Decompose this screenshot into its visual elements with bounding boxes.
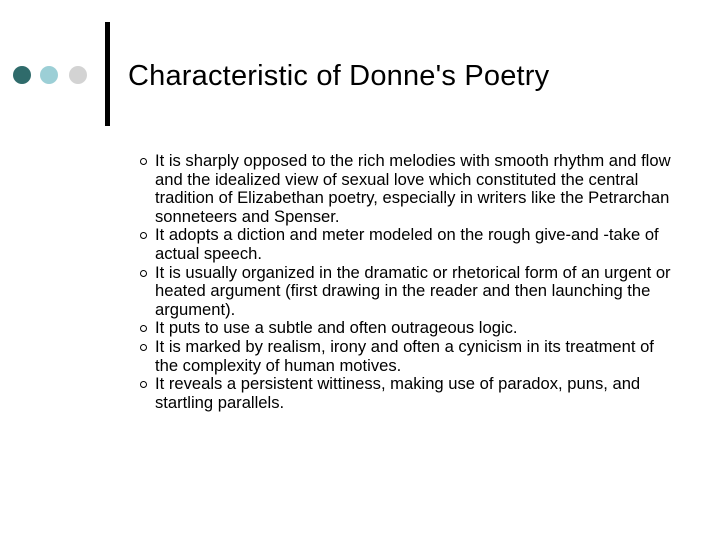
hollow-circle-bullet-icon — [140, 325, 147, 332]
decorative-dot-light-blue — [40, 66, 58, 84]
decorative-dot-gray — [69, 66, 87, 84]
hollow-circle-bullet-icon — [140, 381, 147, 388]
bullet-item — [142, 264, 672, 320]
bullet-text: It is sharply opposed to the rich melodies with smooth rhythm and flow and the idealized view of sexual love which constituted the central tradition of Elizabethan poetry, especially in writers like the Petrarchan sonneteers and Spenser. — [155, 151, 671, 226]
bullet-list — [142, 152, 672, 412]
bullet-item — [142, 375, 672, 412]
bullet-text: It reveals a persistent wittiness, making use of paradox, puns, and startling parallels. — [155, 374, 641, 412]
bullet-item — [142, 319, 672, 338]
decorative-dot-dark-teal — [13, 66, 31, 84]
bullet-text: It is usually organized in the dramatic or rhetorical form of an urgent or heated argument (first drawing in the reader and then launching the argument). — [155, 262, 671, 319]
slide-title: Characteristic of Donne's Poetry — [128, 60, 550, 92]
hollow-circle-bullet-icon — [140, 270, 147, 277]
hollow-circle-bullet-icon — [140, 158, 147, 165]
hollow-circle-bullet-icon — [140, 344, 147, 351]
title-divider — [105, 22, 110, 126]
hollow-circle-bullet-icon — [140, 232, 147, 239]
bullet-text: It adopts a diction and meter modeled on the rough give-and -take of actual speech. — [155, 225, 659, 263]
bullet-text: It is marked by realism, irony and often a cynicism in its treatment of the complexity of human motives. — [155, 336, 654, 375]
bullet-item — [142, 152, 672, 226]
bullet-item — [142, 226, 672, 263]
bullet-text: It puts to use a subtle and often outrageous logic. — [155, 318, 518, 338]
bullet-item — [142, 338, 672, 375]
